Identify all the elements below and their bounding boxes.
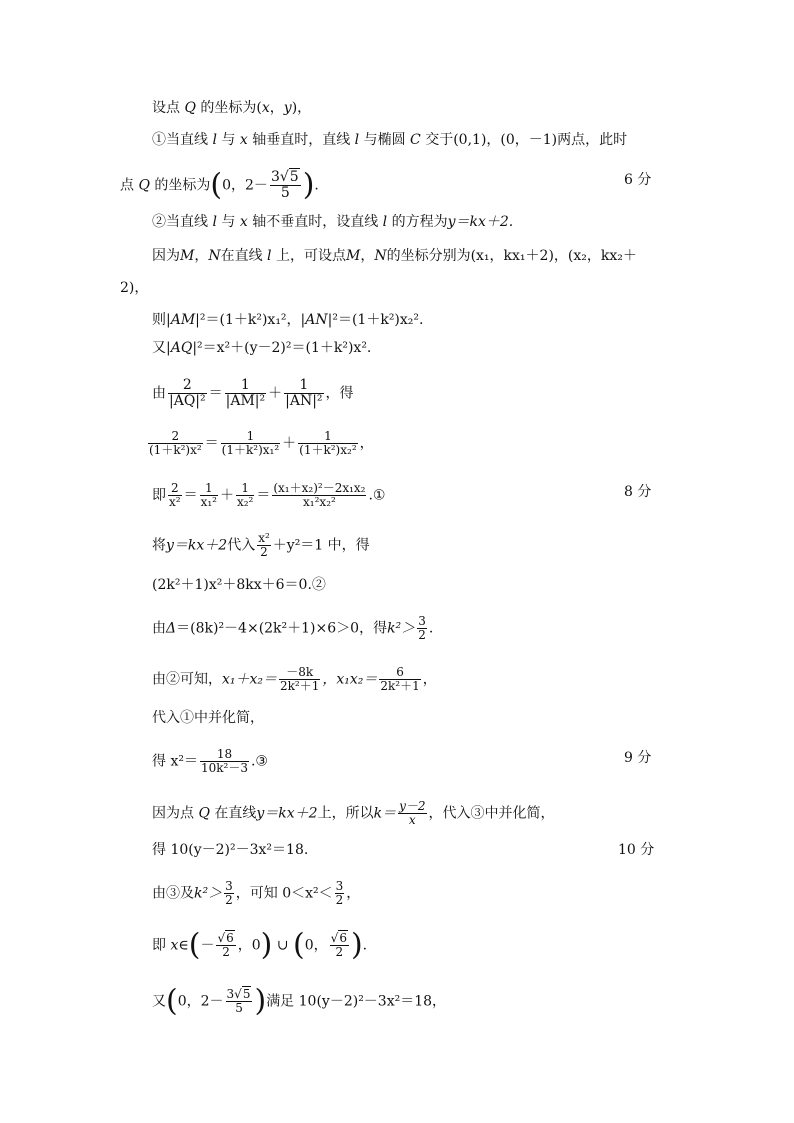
score-label: 9 分	[624, 750, 652, 766]
text: C	[410, 132, 421, 148]
text: 2	[418, 628, 426, 642]
text: k²＞	[194, 885, 223, 902]
fraction	[236, 482, 254, 509]
text: ①当直线	[152, 132, 208, 148]
text: x	[239, 214, 248, 230]
text: 3	[418, 614, 426, 628]
text: 则|	[152, 312, 171, 328]
text: 5	[280, 185, 290, 201]
text: 1	[221, 430, 280, 444]
text: 由	[152, 620, 166, 637]
text: 5	[289, 169, 299, 185]
text: (1＋k²)x₁²	[221, 443, 280, 457]
text: 上，可设点	[275, 248, 346, 264]
text: 由②可知，	[152, 671, 222, 688]
text: Q	[198, 805, 210, 822]
fraction	[298, 430, 357, 457]
text: 因为点	[152, 805, 194, 822]
text: l	[212, 214, 217, 230]
fraction	[379, 666, 420, 693]
text: ，	[360, 248, 375, 264]
text: x₁²x₂²	[303, 495, 336, 509]
text: |AM|²	[225, 393, 266, 409]
text: 的坐标为	[154, 177, 211, 194]
text: (1＋k²)x²	[149, 443, 202, 457]
text: ∪	[276, 937, 289, 954]
text: ，	[346, 885, 361, 902]
text: ，	[422, 671, 437, 688]
fraction	[279, 666, 320, 693]
text: 2k²＋1	[380, 679, 420, 693]
text: 2	[168, 378, 207, 394]
text: |AQ|²	[169, 393, 206, 409]
text: 因为	[152, 248, 180, 264]
text: Q	[138, 177, 150, 194]
text: ，0	[237, 937, 261, 954]
text: －	[200, 937, 215, 954]
text: 的坐标为(	[200, 100, 262, 116]
text: )	[302, 167, 315, 203]
fraction	[168, 378, 207, 409]
text: l	[267, 248, 272, 264]
text: 18	[200, 748, 249, 762]
text: x	[408, 813, 416, 827]
text-line	[152, 246, 637, 266]
text: 的坐标分别为(x₁，kx₁＋2)，(x₂，kx₂＋	[386, 248, 637, 264]
text: 由③及	[152, 885, 194, 902]
text: k＝	[373, 805, 397, 822]
text: √	[217, 931, 226, 945]
score-label: 10 分	[618, 842, 655, 858]
text: y＝kx＋2.	[447, 214, 514, 230]
text: y－2	[399, 799, 426, 813]
text: (	[293, 927, 305, 963]
text: 2	[225, 893, 233, 907]
text-line	[152, 532, 370, 559]
text: 轴垂直时，直线	[252, 132, 351, 148]
text: l	[212, 132, 217, 148]
text: ，x₁x₂＝	[322, 671, 378, 688]
text: 代入	[227, 537, 256, 554]
text: －8k	[279, 666, 320, 680]
text: Q	[184, 100, 196, 116]
text: x∈	[170, 937, 189, 954]
text: 2	[148, 430, 203, 444]
text: ，	[359, 435, 374, 452]
text-line	[152, 130, 627, 150]
fraction	[224, 880, 234, 907]
text-line: 代入①中并化简，	[152, 710, 264, 726]
text: 2	[168, 482, 182, 496]
fraction	[270, 170, 301, 201]
text: y＝kx＋2	[256, 805, 318, 822]
fraction	[398, 800, 426, 827]
fraction	[284, 378, 323, 409]
text: 与	[221, 214, 236, 230]
text: ＝(8k)²－4×(2k²＋1)×6＞0，得	[176, 620, 388, 637]
text: ②当直线	[152, 214, 208, 230]
text: 2k²＋1	[280, 679, 320, 693]
text: 即	[152, 937, 166, 954]
text: Δ	[166, 620, 177, 637]
fraction	[216, 932, 235, 959]
text: 满足 10(y－2)²－3x²＝18，	[266, 993, 447, 1010]
fraction	[272, 482, 366, 509]
text: |²＝(1＋k²)x₂².	[327, 312, 424, 328]
text: (	[210, 167, 223, 203]
text: M	[345, 248, 361, 264]
text: 将	[152, 537, 166, 554]
text: 5	[242, 987, 251, 1001]
text: 0，2－	[177, 993, 224, 1010]
text: ，	[269, 100, 284, 116]
text-line: 得 10(y－2)²－3x²＝18.	[152, 842, 309, 858]
text: 3√	[226, 987, 242, 1001]
text-line	[152, 666, 437, 693]
text: 6	[379, 666, 420, 680]
text-line	[152, 800, 555, 827]
text-line	[152, 338, 371, 358]
text: x	[261, 100, 270, 116]
text: .	[314, 177, 319, 194]
text: ＋y²＝1 中，得	[272, 537, 370, 554]
text: √	[330, 931, 339, 945]
text: )，	[291, 100, 312, 116]
text: (	[166, 983, 178, 1019]
text: 设点	[152, 100, 180, 116]
text: 0，	[304, 937, 328, 954]
text: ＝	[183, 487, 198, 504]
text: 在直线	[220, 248, 263, 264]
text: 与椭圆	[363, 132, 406, 148]
text: l	[354, 132, 360, 148]
text: x	[239, 132, 248, 148]
text: )	[254, 983, 267, 1019]
text: M	[180, 248, 195, 264]
text: (	[188, 927, 201, 963]
text: .①	[368, 487, 386, 504]
text: N	[208, 248, 221, 264]
fraction	[335, 880, 345, 907]
text-line	[152, 310, 423, 330]
text: 点	[120, 177, 134, 194]
text-line	[152, 482, 386, 509]
text: ，	[194, 248, 209, 264]
text-line	[152, 378, 354, 409]
text: AQ	[170, 340, 193, 356]
text: 轴不垂直时，设直线	[252, 214, 379, 230]
text-line	[152, 748, 268, 775]
text: 2	[335, 945, 344, 959]
text: ＝	[204, 435, 219, 452]
fraction	[257, 532, 271, 559]
text: ，得	[325, 385, 354, 402]
text: y＝kx＋2	[166, 537, 228, 554]
text: 在直线	[214, 805, 257, 822]
text: 2	[260, 545, 268, 559]
text: 又|	[152, 340, 171, 356]
fraction	[200, 748, 249, 775]
text: 得 x²＝	[152, 753, 198, 770]
score-label: 8 分	[624, 484, 652, 500]
text: 0，2－	[222, 177, 268, 194]
text: (x₁＋x₂)²－2x₁x₂	[273, 481, 366, 495]
text: ＝	[208, 385, 223, 402]
text: |²＝(1＋k²)x₁²，|	[195, 312, 306, 328]
text: .	[362, 937, 368, 954]
text-line	[152, 927, 368, 963]
text: ，可知 0＜x²＜	[235, 885, 333, 902]
fraction	[168, 482, 182, 509]
text: 2	[222, 945, 230, 959]
text: 3	[225, 879, 233, 893]
text: )	[260, 927, 273, 963]
text: 1	[236, 482, 254, 496]
text-line	[152, 615, 433, 642]
text: 1	[225, 378, 267, 394]
text: 1	[298, 430, 357, 444]
text: 上，所以	[317, 805, 374, 822]
text-line	[120, 167, 319, 203]
text: 6	[226, 931, 234, 945]
text: 3√	[270, 169, 289, 185]
text: 即	[152, 487, 166, 504]
text: .③	[250, 753, 268, 770]
text: .	[428, 620, 434, 637]
fraction	[221, 430, 280, 457]
text: (1＋k²)x₂²	[299, 443, 357, 457]
text: 的方程为	[391, 214, 448, 230]
text: N	[374, 248, 387, 264]
text: x₁²	[200, 495, 217, 509]
text-line: 2)，	[120, 280, 149, 296]
text-line	[152, 983, 447, 1019]
fraction	[148, 430, 203, 457]
text-line	[152, 880, 360, 907]
text: y	[283, 100, 292, 116]
text: ，代入③中并化简，	[428, 805, 555, 822]
text: 3	[335, 879, 344, 893]
text: ＋	[268, 385, 283, 402]
text: 10k²－3	[200, 761, 248, 775]
text: 交于(0,1)，(0，－1)两点，此时	[425, 132, 628, 148]
text: 5	[235, 1001, 243, 1015]
fraction	[200, 482, 218, 509]
text: x₁＋x₂＝	[222, 671, 278, 688]
text: ＝	[256, 487, 271, 504]
text-line	[146, 430, 374, 457]
fraction	[330, 932, 349, 959]
text: x₂²	[236, 495, 254, 509]
fraction	[417, 615, 427, 642]
text: |AN|²	[285, 393, 323, 409]
score-label: 6 分	[624, 172, 652, 188]
text: ＋	[219, 487, 234, 504]
text-line	[152, 98, 311, 118]
text: k²＞	[387, 620, 416, 637]
text: |²＝x²＋(y－2)²＝(1＋k²)x².	[192, 340, 372, 356]
text-line	[152, 212, 513, 232]
text: AN	[305, 312, 328, 328]
text: l	[382, 214, 388, 230]
text: ＋	[282, 435, 297, 452]
text: 由	[152, 385, 166, 402]
fraction	[226, 988, 253, 1015]
fraction	[225, 378, 267, 409]
text: 2	[335, 893, 344, 907]
text: 6	[339, 931, 347, 945]
text: 与	[221, 132, 236, 148]
text: 1	[200, 482, 218, 496]
text: 1	[284, 378, 323, 394]
text-line: (2k²＋1)x²＋8kx＋6＝0.②	[152, 577, 326, 593]
text: )	[350, 927, 363, 963]
text: AM	[170, 312, 196, 328]
text: 又	[152, 993, 166, 1010]
text: x²	[258, 531, 270, 545]
text: x²	[169, 495, 181, 509]
